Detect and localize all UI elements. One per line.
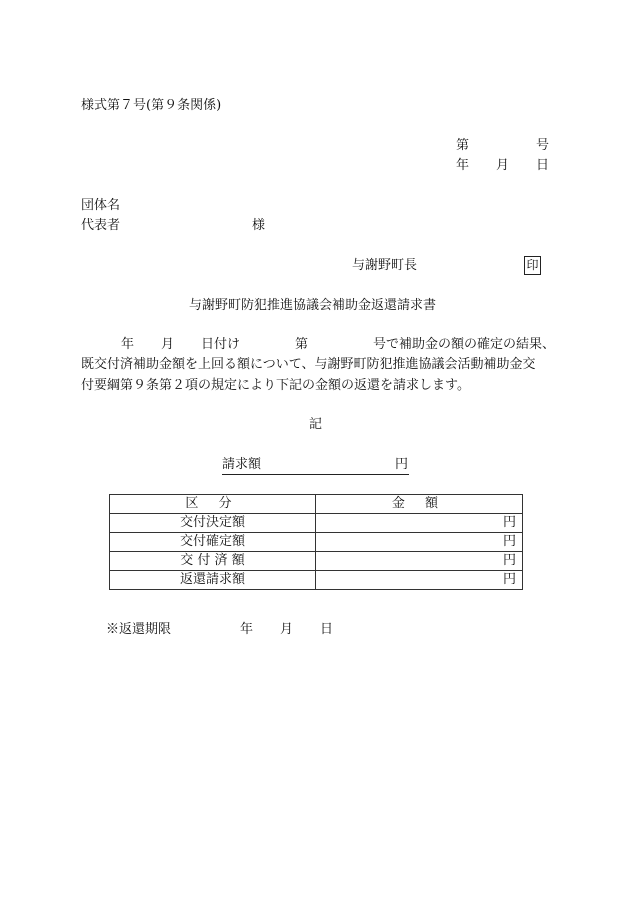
body-ref-year: 年 (121, 337, 135, 352)
table-row (110, 552, 523, 571)
body-line1-rest: 号で補助金の額の確定の結果、 (373, 337, 556, 352)
column-header-category: 区 分 (110, 495, 316, 514)
document-title: 与謝野町防犯推進協議会補助金返還請求書 (189, 298, 437, 313)
row-label-decision: 交付決定額 (110, 514, 316, 533)
body-line3: 付要綱第９条第２項の規定により下記の金額の返還を請求します。 (81, 378, 470, 393)
honorific-sama: 様 (252, 218, 266, 233)
deadline-day: 日 (320, 622, 334, 637)
table-row (110, 514, 523, 533)
doc-number-suffix: 号 (536, 138, 550, 153)
body-line2: 既交付済補助金額を上回る額について、与謝野町防犯推進協議会活動補助金交 (81, 357, 536, 372)
body-ref-no-prefix: 第 (295, 337, 309, 352)
row-amount-paid: 円 (316, 552, 523, 571)
deadline-label: ※返還期限 (106, 622, 172, 637)
table-row (110, 533, 523, 552)
amount-table (109, 494, 523, 590)
row-label-paid: 交 付 済 額 (110, 552, 316, 571)
issuer-title: 与謝野町長 (352, 258, 418, 273)
request-amount-label: 請求額 (222, 457, 262, 472)
request-amount-unit: 円 (395, 457, 409, 472)
form-label: 様式第７号(第９条関係) (81, 98, 222, 113)
row-amount-confirmed: 円 (316, 533, 523, 552)
row-amount-decision: 円 (316, 514, 523, 533)
row-amount-refund: 円 (316, 571, 523, 590)
column-header-amount: 金 額 (316, 495, 523, 514)
row-label-refund: 返還請求額 (110, 571, 316, 590)
deadline-year: 年 (240, 622, 254, 637)
request-amount-underline (222, 474, 409, 475)
group-name-label: 団体名 (81, 198, 121, 213)
doc-number-prefix: 第 (456, 138, 470, 153)
header-date-year: 年 (456, 158, 470, 173)
seal-stamp: 印 (524, 256, 541, 275)
table-row (110, 571, 523, 590)
body-ref-day: 日付け (201, 337, 241, 352)
ki-mark: 記 (309, 417, 323, 432)
header-date-day: 日 (536, 158, 550, 173)
body-ref-month: 月 (161, 337, 175, 352)
header-date-month: 月 (496, 158, 510, 173)
table-header-row (110, 495, 523, 514)
representative-label: 代表者 (81, 218, 121, 233)
deadline-month: 月 (280, 622, 294, 637)
row-label-confirmed: 交付確定額 (110, 533, 316, 552)
